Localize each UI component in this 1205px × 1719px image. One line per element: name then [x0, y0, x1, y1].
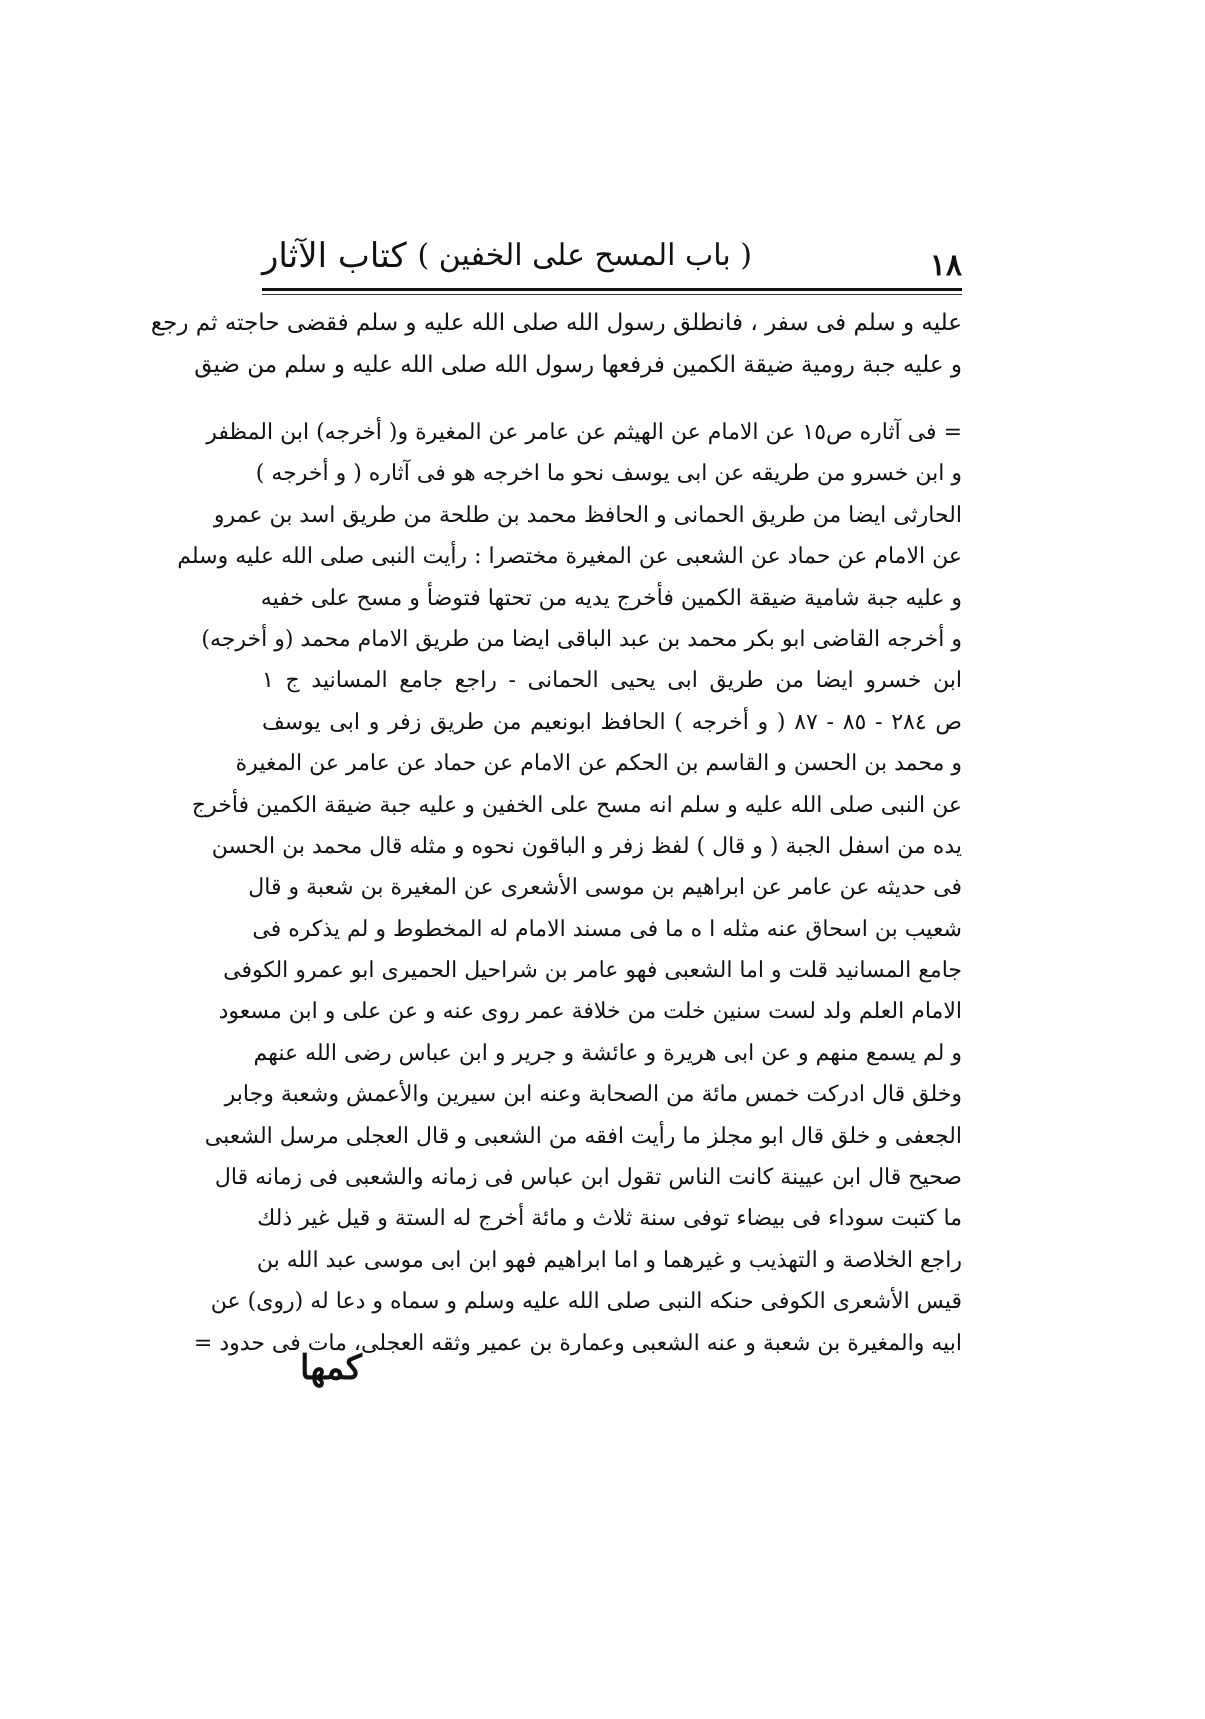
book-title: كتاب الآثار [262, 236, 407, 276]
page-header [262, 236, 962, 290]
header-rule [262, 288, 962, 291]
chapter-title: ( باب المسح على الخفين ) [417, 238, 752, 273]
footnote-line: شعيب بن اسحاق عنه مثله ا ه ما فى مسند الامام له المخطوط و لم يذكره فى [252, 916, 962, 942]
footnote-line: و محمد بن الحسن و القاسم بن الحكم عن الامام عن حماد عن عامر عن المغيرة [235, 751, 962, 777]
footnote-line: الحارثى ايضا من طريق الحمانى و الحافظ محمد بن طلحة من طريق اسد بن عمرو [213, 502, 962, 528]
footnote-line: الامام العلم ولد لست سنين خلت من خلافة عمر روى عنه و عن على و ابن مسعود [218, 999, 962, 1025]
main-text [150, 302, 962, 386]
footnote-line: عن الامام عن حماد عن الشعبى عن المغيرة مختصرا : رأيت النبى صلى الله عليه وسلم [177, 544, 962, 570]
footnote-line: = فى آثاره ص١٥ عن الامام عن الهيثم عن عامر عن المغيرة و( أخرجه) ابن المظفر [206, 420, 962, 445]
header-rule-thin [262, 294, 962, 295]
footnotes [177, 412, 963, 1364]
catchword: كمها [300, 1348, 362, 1388]
page-number: ١٨ [929, 248, 962, 283]
footnote-line: فى حديثه عن عامر عن ابراهيم بن موسى الأشعرى عن المغيرة بن شعبة و قال [248, 875, 962, 901]
footnote-line: يده من اسفل الجبة ( و قال ) لفظ زفر و الباقون نحوه و مثله قال محمد بن الحسن [211, 833, 962, 859]
footnote-line: و لم يسمع منهم و عن ابى هريرة و عائشة و جرير و ابن عباس رضى الله عنهم [253, 1040, 962, 1066]
footnote-line: جامع المسانيد قلت و اما الشعبى فهو عامر بن شراحيل الحميرى ابو عمرو الكوفى [223, 958, 962, 984]
footnote-line: وخلق قال ادركت خمس مائة من الصحابة وعنه ابن سيرين والأعمش وشعبة وجابر [224, 1082, 962, 1108]
footnote-line: راجع الخلاصة و التهذيب و غيرهما و اما ابراهيم فهو ابن ابى موسى عبد الله بن [256, 1247, 962, 1273]
footnote-line: ص ٢٨٤ - ٨٥ - ٨٧ ( و أخرجه ) الحافظ ابونعيم من طريق زفر و ابى يوسف [262, 709, 963, 735]
footnote-line: و ابن خسرو من طريقه عن ابى يوسف نحو ما اخرجه هو فى آثاره ( و أخرجه ) [255, 461, 962, 487]
footnote-line: قيس الأشعرى الكوفى حنكه النبى صلى الله عليه وسلم و سماه و دعا له (روى) عن [210, 1289, 962, 1315]
footnote-line: و أخرجه القاضى ابو بكر محمد بن عبد الباقى ايضا من طريق الامام محمد (و أخرجه) [201, 626, 962, 652]
footnote-line: عن النبى صلى الله عليه و سلم انه مسح على الخفين و عليه جبة ضيقة الكمين فأخرج [191, 792, 962, 818]
footnote-line: صحيح قال ابن عيينة كانت الناس تقول ابن عباس فى زمانه والشعبى فى زمانه قال [214, 1165, 962, 1191]
footnote-line: و عليه جبة شامية ضيقة الكمين فأخرج يديه من تحتها فتوضأ و مسح على خفيه [260, 585, 962, 611]
main-text-line: عليه و سلم فى سفر ، فانطلق رسول الله صلى الله عليه و سلم فقضى حاجته ثم رجع [150, 310, 962, 336]
footnote-line: ما كتبت سوداء فى بيضاء توفى سنة ثلاث و مائة أخرج له الستة و قيل غير ذلك [257, 1206, 962, 1232]
footnote-line: ابن خسرو ايضا من طريق ابى يحيى الحمانى - راجع جامع المسانيد ج ١ [262, 668, 962, 694]
footnote-line: ابيه والمغيرة بن شعبة و عنه الشعبى وعمارة بن عمير وثقه العجلى، مات فى حدود = [193, 1330, 962, 1356]
footnote-line: الجعفى و خلق قال ابو مجلز ما رأيت افقه من الشعبى و قال العجلى مرسل الشعبى [204, 1123, 962, 1149]
main-text-line: و عليه جبة رومية ضيقة الكمين فرفعها رسول الله صلى الله عليه و سلم من ضيق [194, 352, 962, 378]
